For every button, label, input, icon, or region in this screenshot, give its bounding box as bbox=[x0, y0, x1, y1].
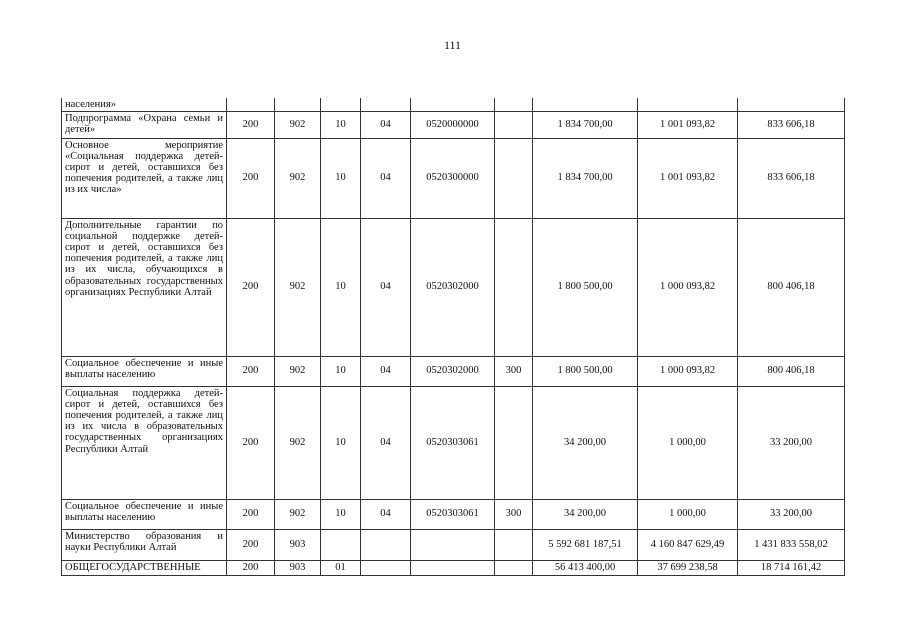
row-code-4 bbox=[361, 98, 411, 111]
row-code-5: 0520302000 bbox=[411, 356, 495, 386]
row-code-4: 04 bbox=[361, 499, 411, 529]
row-name: Социальная поддержка детей-сирот и детей, оставшихся без попечения родителей, а также лиц из их числа в образовательных государственных организациях Республики Алтай bbox=[62, 386, 227, 499]
row-value-2: 1 001 093,82 bbox=[638, 111, 738, 138]
row-code-5: 0520303061 bbox=[411, 386, 495, 499]
row-code-5: 0520303061 bbox=[411, 499, 495, 529]
row-code-5: 0520302000 bbox=[411, 218, 495, 356]
row-code-6: 300 bbox=[495, 356, 533, 386]
row-code-2: 903 bbox=[275, 560, 321, 575]
row-code-5 bbox=[411, 529, 495, 560]
row-value-2: 1 000 093,82 bbox=[638, 356, 738, 386]
row-code-6 bbox=[495, 386, 533, 499]
row-name: Социальное обеспечение и иные выплаты населению bbox=[62, 356, 227, 386]
row-value-3 bbox=[738, 98, 845, 111]
row-code-2: 902 bbox=[275, 499, 321, 529]
row-value-1: 34 200,00 bbox=[533, 499, 638, 529]
row-name: ОБЩЕГОСУДАРСТВЕННЫЕ bbox=[62, 560, 227, 575]
row-code-4: 04 bbox=[361, 111, 411, 138]
row-code-6 bbox=[495, 529, 533, 560]
row-code-4: 04 bbox=[361, 218, 411, 356]
row-code-1: 200 bbox=[227, 529, 275, 560]
row-value-2: 37 699 238,58 bbox=[638, 560, 738, 575]
row-name: Основное мероприятие «Социальная поддержка детей-сирот и детей, оставшихся без попечения родителей, а также лиц из их числа» bbox=[62, 138, 227, 218]
row-code-6: 300 bbox=[495, 499, 533, 529]
row-code-1: 200 bbox=[227, 560, 275, 575]
row-code-3 bbox=[321, 529, 361, 560]
row-value-1: 1 834 700,00 bbox=[533, 138, 638, 218]
row-code-3: 10 bbox=[321, 218, 361, 356]
row-code-1: 200 bbox=[227, 111, 275, 138]
row-code-4: 04 bbox=[361, 138, 411, 218]
row-code-3: 10 bbox=[321, 111, 361, 138]
row-value-1: 5 592 681 187,51 bbox=[533, 529, 638, 560]
row-code-2: 902 bbox=[275, 138, 321, 218]
row-name: Дополнительные гарантии по социальной поддержке детей-сирот и детей, оставшихся без попечения родителей, а также лиц из их числа, обучающихся в образовательных государственных организациях Республики Алтай bbox=[62, 218, 227, 356]
row-name: населения» bbox=[62, 98, 227, 111]
row-code-4: 04 bbox=[361, 356, 411, 386]
row-value-3: 833 606,18 bbox=[738, 138, 845, 218]
budget-table bbox=[61, 98, 845, 576]
row-value-1: 1 800 500,00 bbox=[533, 218, 638, 356]
row-code-4 bbox=[361, 560, 411, 575]
table-row bbox=[62, 138, 845, 218]
row-value-3: 833 606,18 bbox=[738, 111, 845, 138]
row-name: Социальное обеспечение и иные выплаты населению bbox=[62, 499, 227, 529]
row-value-3: 800 406,18 bbox=[738, 218, 845, 356]
row-code-3: 10 bbox=[321, 499, 361, 529]
table-row bbox=[62, 218, 845, 356]
row-code-2: 903 bbox=[275, 529, 321, 560]
row-code-3 bbox=[321, 98, 361, 111]
row-code-1 bbox=[227, 98, 275, 111]
row-name: Подпрограмма «Охрана семьи и детей» bbox=[62, 111, 227, 138]
table-row bbox=[62, 499, 845, 529]
row-value-1: 1 834 700,00 bbox=[533, 111, 638, 138]
table-row bbox=[62, 111, 845, 138]
row-value-1: 1 800 500,00 bbox=[533, 356, 638, 386]
row-code-3: 10 bbox=[321, 138, 361, 218]
table-row bbox=[62, 560, 845, 575]
row-code-3: 01 bbox=[321, 560, 361, 575]
row-value-1 bbox=[533, 98, 638, 111]
row-code-3: 10 bbox=[321, 356, 361, 386]
row-code-1: 200 bbox=[227, 138, 275, 218]
row-code-1: 200 bbox=[227, 499, 275, 529]
row-code-2: 902 bbox=[275, 218, 321, 356]
row-code-6 bbox=[495, 218, 533, 356]
row-value-1: 34 200,00 bbox=[533, 386, 638, 499]
row-code-4: 04 bbox=[361, 386, 411, 499]
row-code-5 bbox=[411, 560, 495, 575]
row-code-6 bbox=[495, 560, 533, 575]
row-value-2: 1 000 093,82 bbox=[638, 218, 738, 356]
row-code-6 bbox=[495, 98, 533, 111]
row-value-3: 800 406,18 bbox=[738, 356, 845, 386]
table-row bbox=[62, 356, 845, 386]
row-code-1: 200 bbox=[227, 356, 275, 386]
row-code-2 bbox=[275, 98, 321, 111]
row-value-2: 1 001 093,82 bbox=[638, 138, 738, 218]
row-value-2: 1 000,00 bbox=[638, 386, 738, 499]
table-row bbox=[62, 529, 845, 560]
table-row bbox=[62, 98, 845, 111]
row-name: Министерство образования и науки Республики Алтай bbox=[62, 529, 227, 560]
row-value-3: 33 200,00 bbox=[738, 386, 845, 499]
row-code-2: 902 bbox=[275, 111, 321, 138]
page-number: 111 bbox=[443, 38, 462, 52]
row-code-1: 200 bbox=[227, 218, 275, 356]
row-code-5 bbox=[411, 98, 495, 111]
row-code-4 bbox=[361, 529, 411, 560]
row-code-5: 0520000000 bbox=[411, 111, 495, 138]
row-code-3: 10 bbox=[321, 386, 361, 499]
table-row bbox=[62, 386, 845, 499]
row-value-2: 4 160 847 629,49 bbox=[638, 529, 738, 560]
row-value-2: 1 000,00 bbox=[638, 499, 738, 529]
row-value-3: 1 431 833 558,02 bbox=[738, 529, 845, 560]
row-code-2: 902 bbox=[275, 386, 321, 499]
row-value-3: 33 200,00 bbox=[738, 499, 845, 529]
row-code-2: 902 bbox=[275, 356, 321, 386]
row-code-6 bbox=[495, 111, 533, 138]
row-value-2 bbox=[638, 98, 738, 111]
row-value-1: 56 413 400,00 bbox=[533, 560, 638, 575]
row-code-1: 200 bbox=[227, 386, 275, 499]
row-code-6 bbox=[495, 138, 533, 218]
row-value-3: 18 714 161,42 bbox=[738, 560, 845, 575]
row-code-5: 0520300000 bbox=[411, 138, 495, 218]
